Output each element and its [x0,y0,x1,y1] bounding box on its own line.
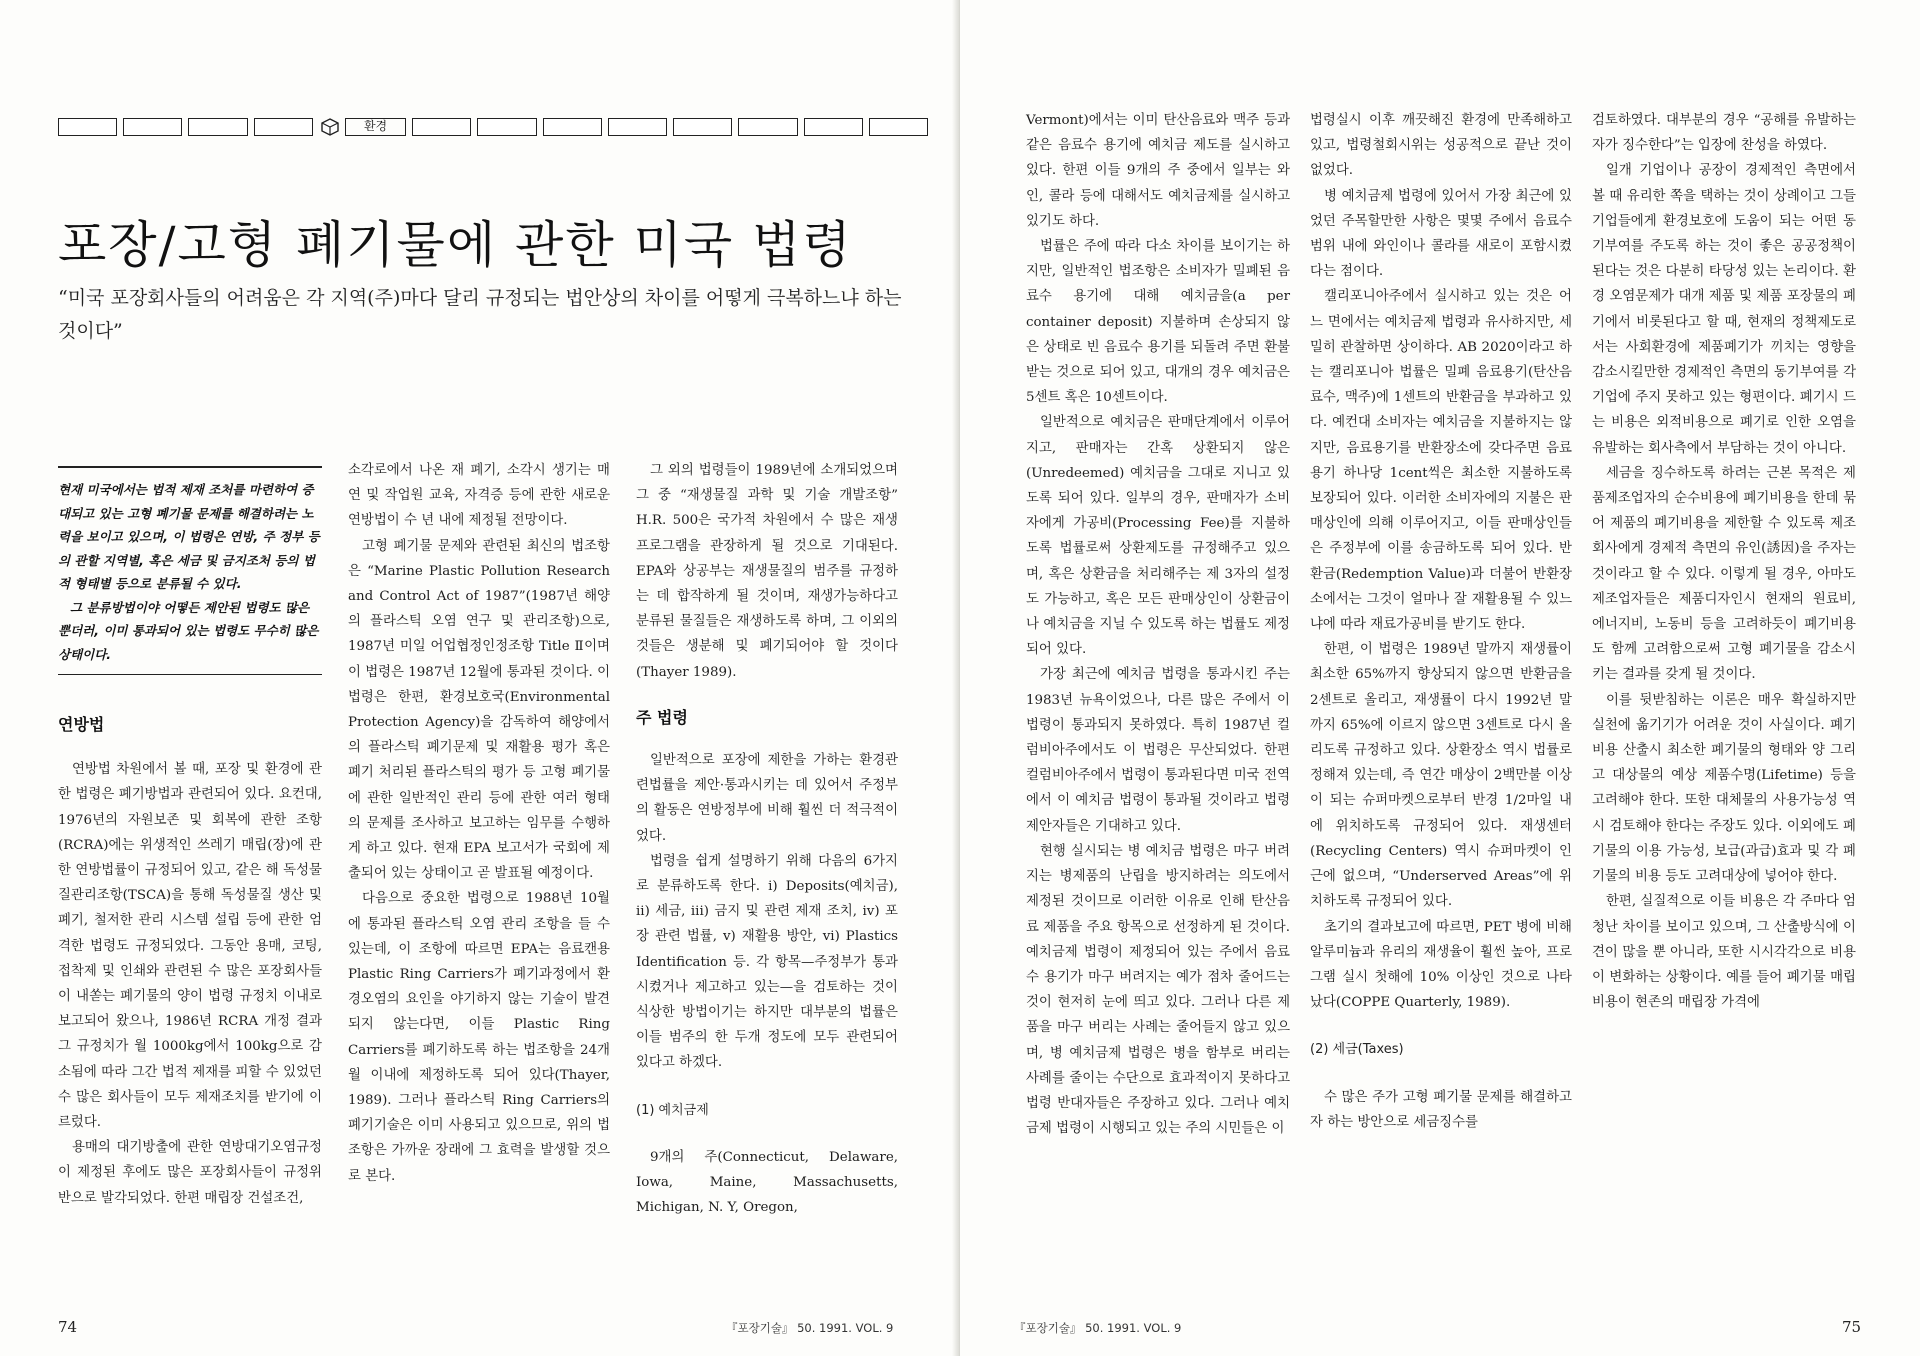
body-paragraph: 현행 실시되는 병 예치금 법령은 마구 버려지는 병제품의 난립을 방지하려는 의도에서 제정된 것이므로 이러한 이유로 인해 탄산음료 제품을 주요 항목으로 선정하게 된 것이다. 예치금제 법령이 제정되어 있는 주에서 음료수 용기가 마구 버려지는 예가 점차 줄어드는 것이 현저히 눈에 띄고 있다. 그러나 다른 제품을 마구 버리는 사례는 줄어들지 않고 있으며, 병 예치금제 법령은 병을 함부로 버리는 사례를 줄이는 수단으로 효과적이지 못하다고 법령 반대자들은 주장하고 있다. 그러나 예치금제 법령이 시행되고 있는 주의 시민들은 이 [1026,843,1290,1137]
body-paragraph: 일반적으로 포장에 제한을 가하는 환경관련법률을 제안·통과시키는 데 있어서 주정부의 활동은 연방정부에 비해 훨씬 더 적극적이었다. [636,753,898,844]
header-box [869,118,928,136]
header-box [738,118,797,136]
body-paragraph: 용매의 대기방출에 관한 연방대기오염규정이 제정된 후에도 많은 포장회사들이 규정위반으로 발각되었다. 한편 매립장 건설조건, [58,1140,322,1206]
header-box [804,118,863,136]
left-column-3 [636,458,898,1220]
body-paragraph: 가장 최근에 예치금 법령을 통과시킨 주는 1983년 뉴욕이었으나, 다른 많은 주에서 이 법령이 통과되지 못하였다. 특히 1987년 컬럼비아주에서도 이 법령은 무산되었다. 한편 컬럼비아주에서 법령이 통과된다면 미국 전역에서 이 예치금 법령이 통과될 것이라고 법령 제안자들은 기대하고 있다. [1026,667,1290,834]
page-number-right: 75 [1842,1318,1862,1336]
body-paragraph: Vermont)에서는 이미 탄산음료와 맥주 등과 같은 음료수 용기에 예치금 제도를 실시하고 있다. 한편 이들 9개의 주 중에서 일부는 와인, 콜라 등에 대해서도 예치금제를 실시하고 있기도 하다. [1026,113,1290,229]
body-paragraph: 법령을 쉽게 설명하기 위해 다음의 6가지로 분류하도록 한다. i) Deposits(예치금), ii) 세금, iii) 금지 및 관련 제재 조치, iv) 포장 관련 법률, v) 재활용 방안, vi) Plastics Identification 등. 각 항목—주정부가 통과시켰거나 제고하고 있는—을 검토하는 것이 식상한 방법이기는 하지만 대부분의 법률은 이들 범주의 한 두개 정도에 모두 관련되어 있다고 하겠다. [636,853,898,1071]
left-column-1 [58,712,322,1211]
article-subtitle: “미국 포장회사들의 어려움은 각 지역(주)마다 달리 규정되는 법안상의 차이를 어떻게 극복하느냐 하는 것이다” [58,287,902,342]
body-paragraph: 초기의 결과보고에 따르면, PET 병에 비해 알루미늄과 유리의 재생율이 훨씬 높아, 프로그램 실시 첫해에 10% 이상인 것으로 나타났다(COPPE Quarterly, 1989). [1310,919,1572,1011]
right-column-1 [1026,108,1290,1141]
body-paragraph: 법률은 주에 따라 다소 차이를 보이기는 하지만, 일반적인 법조항은 소비자가 밀폐된 음료수 용기에 대해 예치금을(a per container deposit) 지불하며 손상되지 않은 상태로 빈 음료수 용기를 되돌려 주면 환불받는 것으로 되어 있고, 대개의 경우 예치금은 5센트 혹은 10센트이다. [1026,239,1290,406]
body-paragraph: 검토하였다. 대부분의 경우 “공해를 유발하는 자가 징수한다”는 입장에 찬성을 하였다. [1592,113,1856,154]
body-paragraph: 다음으로 중요한 법령으로 1988년 10월에 통과된 플라스틱 오염 관리 조항을 들 수 있는데, 이 조항에 따르면 EPA는 음료캔용 Plastic Ring Carriers가 폐기과정에서 환경오염의 요인을 야기하지 않는 기술이 발견되지 않는다면, 이들 Plastic Ring Carriers를 폐기하도록 하는 법조항을 24개월 이내에 제정하도록 되어 있다(Thayer, 1989). 그러나 플라스틱 Ring Carriers의 폐기기술은 이미 사용되고 있으므로, 위의 법조항은 가까운 장래에 그 효력을 발생할 것으로 본다. [348,891,610,1184]
section-label: 환경 [345,118,406,136]
subheading-deposit: (1) 예치금제 [636,1102,709,1118]
body-paragraph: 한편, 실질적으로 이들 비용은 각 주마다 엄청난 차이를 보이고 있으며, 그 산출방식에 이견이 많을 뿐 아니라, 또한 시시각각으로 비용이 변화하는 상황이다. 예를 들어 폐기물 매립비용이 현존의 매립장 가격에 [1592,894,1856,1011]
header-box [477,118,536,136]
cube-icon [319,117,341,137]
header-box [123,118,182,136]
section-header-bar [58,117,928,137]
article-title: 포장/고형 폐기물에 관한 미국 법령 [58,216,853,274]
section-heading-state: 주 법령 [636,707,688,727]
right-page [960,0,1920,1356]
header-box [543,118,602,136]
body-paragraph: 법령실시 이후 깨끗해진 환경에 만족해하고 있고, 법령철회시위는 성공적으로 끝난 것이 없었다. [1310,113,1572,179]
body-paragraph: 일개 기업이나 공장이 경제적인 측면에서 볼 때 유리한 쪽을 택하는 것이 상례이고 그들 기업들에게 환경보호에 도움이 되는 어떤 동기부여를 주도록 하는 것이 좋은 공공정책이 된다는 것은 다분히 타당성 있는 논리이다. 환경 오염문제가 대개 제품 및 제품 포장물의 폐기에서 비롯된다고 할 때, 현재의 정책제도로서는 사회환경에 제품폐기가 끼치는 영향을 감소시킬만한 경제적인 측면의 동기부여를 각 기업에 주지 못하고 있는 형편이다. 폐기시 드는 비용은 외적비용으로 폐기로 인한 오염을 유발하는 회사측에서 부담하는 것이 아니다. [1592,163,1856,456]
abstract-paragraph: 그 분류방법이야 어떻든 제안된 법령도 많은 뿐더러, 이미 통과되어 있는 법령도 무수히 많은 상태이다. [58,599,319,662]
header-box [673,118,732,136]
left-column-2 [348,458,610,1189]
header-box [608,118,667,136]
body-paragraph: 세금을 징수하도록 하려는 근본 목적은 제품제조업자의 순수비용에 폐기비용을 한데 묶어 제품의 폐기비용을 제한할 수 있도록 제조회사에게 경제적 측면의 유인(誘因)을 주자는 것이라고 할 수 있다. 이렇게 될 경우, 아마도 제조업자들은 제품디자인시 현재의 원료비, 에너지비, 노동비 등을 고려하듯이 폐기비용도 함께 고려함으로써 고형 폐기물을 감소시키는 결과를 갖게 될 것이다. [1592,465,1856,683]
body-paragraph: 한편, 이 법령은 1989년 말까지 재생률이 최소한 65%까지 향상되지 않으면 반환금을 2센트로 올리고, 재생률이 다시 1992년 말까지 65%에 이르지 않으면 3센트로 다시 올리도록 규정하고 있다. 상환장소 역시 법률로 정해져 있는데, 즉 연간 매상이 2백만불 이상이 되는 슈퍼마켓으로부터 반경 1/2마일 내에 위치하도록 규정되어 있다. 재생센터(Recycling Centers) 역시 슈퍼마켓이 인근에 없으며, “Underserved Areas”에 위치하도록 규정되어 있다. [1310,642,1572,910]
header-box [254,118,313,136]
section-heading-federal: 연방법 [58,715,105,734]
body-paragraph: 캘리포니아주에서 실시하고 있는 것은 어느 면에서는 예치금제 법령과 유사하지만, 세밀히 관찰하면 상이하다. AB 2020이라고 하는 캘리포니아 법률은 밀폐 음료용기(탄산음료수, 맥주)에 1센트의 반환금을 부과하고 있다. 예컨대 소비자는 예치금을 지불하지는 않지만, 음료용기를 반환장소에 갖다주면 음료용기 하나당 1cent씩은 최소한 지불하도록 보장되어 있다. 이러한 소비자에의 지불은 판매상인에 의해 이루어지고, 이들 판매상인들은 주정부에 이를 송금하도록 되어 있다. 반환금(Redemption Value)과 더불어 반환장소에서는 그것이 얼마나 잘 재활용될 수 있느냐에 따라 재료가공비를 받기도 한다. [1310,289,1572,633]
body-paragraph: 수 많은 주가 고형 폐기물 문제를 해결하고자 하는 방안으로 세금징수를 [1310,1089,1572,1130]
page-number-left: 74 [58,1318,78,1336]
body-paragraph: 9개의 주(Connecticut, Delaware, Iowa, Maine, Massachusetts, Michigan, N. Y, Oregon, [636,1149,898,1216]
journal-footer-right: 『포장기술』 50. 1991. VOL. 9 [1014,1321,1182,1335]
article-abstract [58,466,322,675]
abstract-paragraph: 현재 미국에서는 법적 제재 조처를 마련하여 증대되고 있는 고형 폐기물 문제를 해결하려는 노력을 보이고 있으며, 이 법령은 연방, 주 정부 등의 관할 지역별, 혹은 세금 및 금지조처 등의 법적 형태별 등으로 분류될 수 있다. [58,482,320,591]
body-paragraph: 고형 폐기물 문제와 관련된 최신의 법조항은 “Marine Plastic Pollution Research and Control Act of 1987”(1987년 해양의 플라스틱 오염 연구 및 관리조항)으로, 1987년 미일 어업협정인정조항 Title Ⅱ이며 이 법령은 1987년 12월에 통과된 것이다. 이 법령은 한편, 환경보호국(Environmental Protection Agency)을 감독하여 해양에서의 플라스틱 폐기문제 및 재활용 평가 혹은 폐기 처리된 플라스틱의 평가 등 고형 폐기물에 관한 일반적인 관리 등에 관한 여러 형태의 문제를 조사하고 보고하는 임무를 수행하게 하고 있다. 현재 EPA 보고서가 국회에 제출되어 있는 상태이고 곧 발표될 예정이다. [348,538,611,882]
body-paragraph: 소각로에서 나온 재 폐기, 소각시 생기는 매연 및 작업원 교육, 자격증 등에 관한 새로운 연방법이 수 년 내에 제정될 전망이다. [348,463,610,529]
subheading-taxes: (2) 세금(Taxes) [1310,1042,1404,1058]
body-paragraph: 일반적으로 예치금은 판매단계에서 이루어지고, 판매자는 간혹 상환되지 않은(Unredeemed) 예치금을 그대로 지니고 있도록 되어 있다. 일부의 경우, 판매자가 소비자에게 가공비(Processing Fee)를 지불하도록 법률로써 상환제도를 규정해주고 있으며, 혹은 상환금을 처리해주는 제 3자의 설정도 가능하고, 혹은 모든 판매상인이 상환금이나 예치금을 지닐 수 있도록 하는 법률도 제정되어 있다. [1026,415,1290,658]
body-paragraph: 그 외의 법령들이 1989년에 소개되었으며 그 중 “재생물질 과학 및 기술 개발조항” H.R. 500은 국가적 차원에서 수 많은 재생 프로그램을 관장하게 될 것으로 기대된다. EPA와 상공부는 재생물질의 범주를 규정하는 데 합작하게 될 것이며, 재생가능하다고 분류된 물질들은 재생하도록 하며, 그 이외의 것들은 생분해 및 폐기되어야 할 것이다(Thayer 1989). [636,463,898,680]
journal-footer-left: 『포장기술』 50. 1991. VOL. 9 [726,1321,894,1335]
body-paragraph: 이를 뒷받침하는 이론은 매우 확실하지만 실천에 옮기기가 어려운 것이 사실이다. 폐기비용 산출시 최소한 폐기물의 형태와 양 그리고 대상물의 예상 제품수명(Lifetime) 등을 고려해야 한다. 또한 대체물의 사용가능성 역시 검토해야 한다는 주장도 있다. 이외에도 폐기물의 이용 가능성, 보급(과급)효과 및 각 폐기물의 비용 등도 고려대상에 넣어야 한다. [1592,692,1856,885]
right-column-3 [1592,108,1856,1015]
body-paragraph: 연방법 차원에서 볼 때, 포장 및 환경에 관한 법령은 폐기방법과 관련되어 있다. 요컨대, 1976년의 자원보존 및 회복에 관한 조항(RCRA)에는 위생적인 쓰레기 매립(장)에 관한 연방법률이 규정되어 있고, 같은 해 독성물질관리조항(TSCA)을 통해 독성물질 생산 및 폐기, 철저한 관리 시스템 설립 등에 관한 엄격한 법령도 규정되었다. 그동안 용매, 코팅, 접착제 및 인쇄와 관련된 수 많은 포장회사들이 내쏟는 폐기물의 양이 법령 규정치 이내로 보고되어 왔으나, 1986년 RCRA 개정 결과 그 규정치가 월 1000kg에서 100kg으로 감소됨에 따라 그간 법적 제재를 피할 수 있었던 수 많은 회사들이 모두 제재조치를 받기에 이르렀다. [58,762,322,1131]
header-box [58,118,117,136]
body-paragraph: 병 예치금제 법령에 있어서 가장 최근에 있었던 주목할만한 사항은 몇몇 주에서 음료수 범위 내에 와인이나 콜라를 새로이 포함시켰다는 점이다. [1310,188,1572,280]
header-box [188,118,247,136]
right-column-2 [1310,108,1572,1135]
header-box [412,118,471,136]
